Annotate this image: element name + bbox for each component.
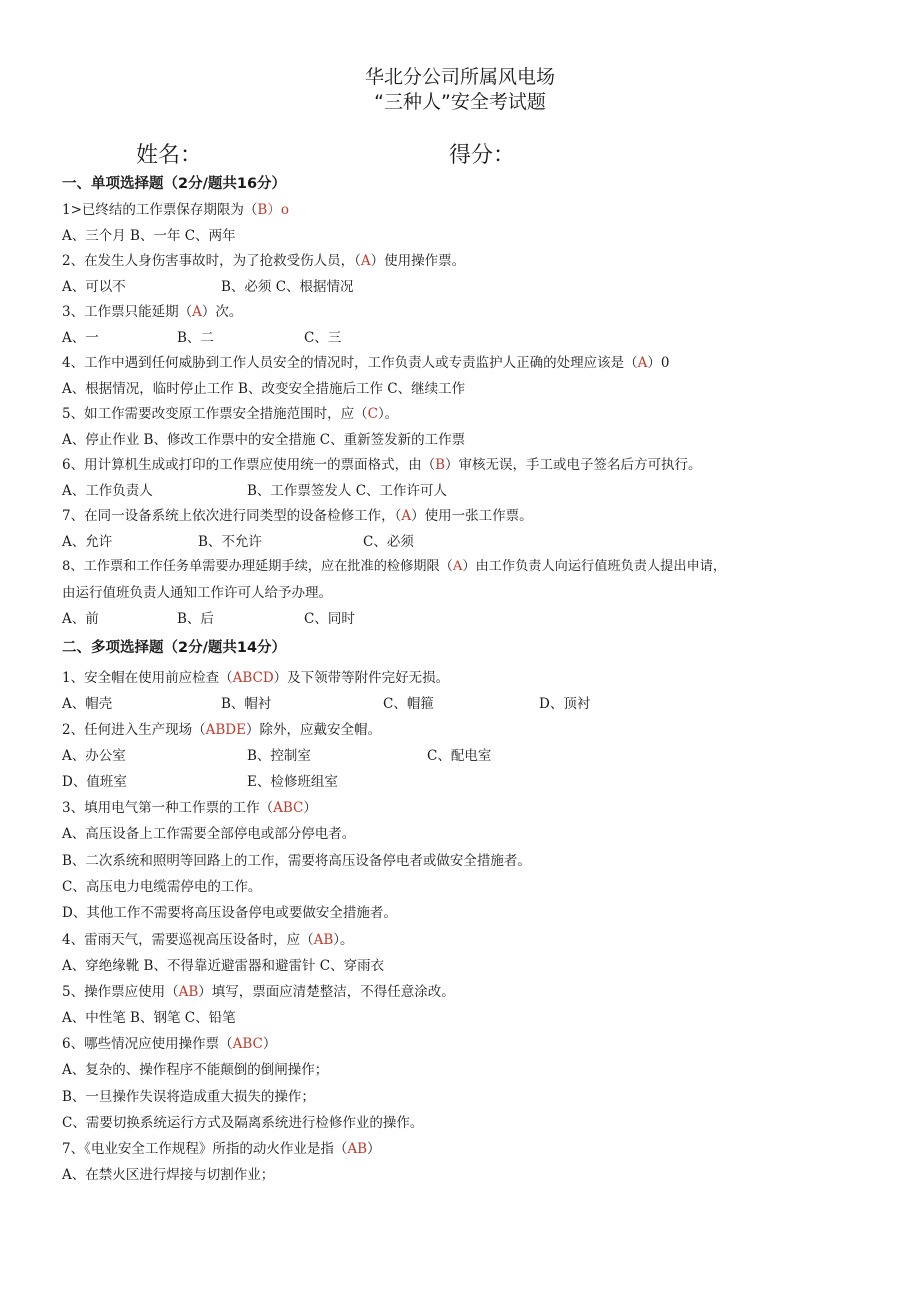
section1-heading: 一、单项选择题（2分/题共16分） <box>62 176 287 192</box>
question-text: 6、用计算机生成或打印的工作票应使用统一的票面格式，由（ <box>62 457 436 473</box>
question-text-tail: ）由工作负责人向运行值班负责人提出申请， <box>462 559 727 574</box>
question-text-tail: ）审核无误，手工或电子签名后方可执行。 <box>445 457 702 473</box>
question-text-tail: ） <box>262 1036 277 1052</box>
s2-q1-option-d: D、顶衬 <box>539 696 591 712</box>
answer-mark: AB <box>178 984 199 1000</box>
s1-q6-option-bc: B、工作票签发人 C、工作许可人 <box>247 483 448 499</box>
exam-title-line1: 华北分公司所属风电场 <box>364 66 555 88</box>
answer-mark: B <box>435 457 446 473</box>
s2-question-3 <box>62 796 317 816</box>
s2-q6-option-a: A、复杂的、操作程序不能颠倒的倒闸操作； <box>62 1062 329 1078</box>
s2-q3-option-c: C、高压电力电缆需停电的工作。 <box>62 879 262 895</box>
exam-title-line2: “三种人”安全考试题 <box>374 91 546 113</box>
answer-mark: A <box>637 355 648 371</box>
answer-mark: C <box>367 406 378 422</box>
question-text-tail: ）使用操作票。 <box>370 253 466 269</box>
s1-q8-option-a: A、前 <box>62 611 99 627</box>
question-text-tail: ） <box>303 800 317 816</box>
question-text: 8、工作票和工作任务单需要办理延期手续，应在批准的检修期限（ <box>62 559 453 574</box>
s2-question-7 <box>62 1137 381 1157</box>
question-text-tail: ）使用一张工作票。 <box>411 508 533 524</box>
answer-mark: ABC <box>273 800 304 816</box>
name-label: 姓名： <box>136 143 203 168</box>
question-text: 5、操作票应使用（ <box>62 984 179 1000</box>
s2-q2-option-c: C、配电室 <box>427 748 492 764</box>
s2-q2-option-e: E、检修班组室 <box>247 774 338 790</box>
question-text: 2、在发生人身伤害事故时，为了抢救受伤人员，（ <box>62 253 361 269</box>
s1-question-8 <box>62 555 726 574</box>
s2-q2-option-a: A、办公室 <box>62 748 126 764</box>
question-text: 6、哪些情况应使用操作票（ <box>62 1036 233 1052</box>
s1-q7-option-a: A、允许 <box>62 534 113 550</box>
s1-q2-option-bc: B、必须 C、根据情况 <box>221 279 354 295</box>
s2-q1-option-b: B、帽衬 <box>221 696 272 712</box>
s2-question-4 <box>62 928 354 948</box>
s2-q6-option-c: C、需要切换系统运行方式及隔离系统进行检修作业的操作。 <box>62 1115 424 1131</box>
answer-mark: A <box>192 304 202 320</box>
score-label: 得分： <box>449 143 516 168</box>
answer-mark: ABCD <box>232 670 274 686</box>
s1-q5-options: A、停止作业 B、修改工作票中的安全措施 C、重新签发新的工作票 <box>62 432 466 448</box>
answer-mark: B）o <box>257 202 289 218</box>
question-text-tail: ）。 <box>377 406 399 422</box>
question-text-tail: ）次。 <box>201 304 243 320</box>
question-text-tail: ）填写，票面应清楚整洁，不得任意涂改。 <box>198 984 455 1000</box>
question-text-tail: ）。 <box>333 932 354 948</box>
s1-question-4 <box>62 351 669 371</box>
s1-question-1 <box>62 198 289 218</box>
s2-q2-option-d: D、值班室 <box>62 774 127 790</box>
s1-question-6 <box>62 453 702 473</box>
s1-q3-option-a: A、一 <box>62 330 99 346</box>
s1-q1-options: A、三个月 B、一年 C、两年 <box>62 228 236 244</box>
answer-mark: ABC <box>232 1036 263 1052</box>
s2-q5-options: A、中性笔 B、钢笔 C、铅笔 <box>62 1010 236 1026</box>
question-text: 7、在同一设备系统上依次进行同类型的设备检修工作，（ <box>62 508 402 524</box>
s1-q2-option-a: A、可以不 <box>62 279 126 295</box>
s1-question-2 <box>62 249 465 269</box>
question-text: 2、任何进入生产现场（ <box>62 722 206 738</box>
question-text: 1、安全帽在使用前应检查（ <box>62 670 233 686</box>
s1-q7-option-b: B、不允许 <box>198 534 262 550</box>
question-text: 7、《电业安全工作规程》所指的动火作业是指（ <box>62 1141 348 1157</box>
s2-q4-options: A、穿绝缘靴 B、不得靠近避雷器和避雷针 C、穿雨衣 <box>62 958 385 974</box>
s2-q2-option-b: B、控制室 <box>247 748 311 764</box>
answer-mark: A <box>360 253 371 269</box>
answer-mark: A <box>452 559 463 574</box>
s2-q3-option-d: D、其他工作不需要将高压设备停电或要做安全措施者。 <box>62 905 397 921</box>
s1-q8-option-b: B、后 <box>177 611 214 627</box>
s2-q6-option-b: B、一旦操作失误将造成重大损失的操作； <box>62 1089 315 1105</box>
question-text: 4、雷雨天气，需要巡视高压设备时，应（ <box>62 932 314 948</box>
question-text-tail: ）及下领带等附件完好无损。 <box>273 670 450 686</box>
question-text-tail: ）0 <box>647 355 670 371</box>
s2-question-5 <box>62 980 455 1000</box>
question-text: 3、填用电气第一种工作票的工作（ <box>62 800 274 816</box>
s2-question-6 <box>62 1032 276 1052</box>
question-text: 3、工作票只能延期（ <box>62 304 193 320</box>
answer-mark: ABDE <box>205 722 246 738</box>
s1-q8-option-c: C、同时 <box>304 611 355 627</box>
s1-question-5 <box>62 402 398 422</box>
s2-question-2 <box>62 718 381 738</box>
answer-mark: AB <box>347 1141 368 1157</box>
s2-q3-option-b: B、二次系统和照明等回路上的工作，需要将高压设备停电者或做安全措施者。 <box>62 853 531 869</box>
s2-q1-option-c: C、帽箍 <box>383 696 434 712</box>
s1-q3-option-c: C、三 <box>304 330 342 346</box>
s1-q3-option-b: B、二 <box>177 330 214 346</box>
s1-q7-option-c: C、必须 <box>363 534 414 550</box>
question-text: 4、工作中遇到任何威胁到工作人员安全的情况时，工作负责人或专责监护人正确的处理应该是（ <box>62 355 638 371</box>
s1-q8-line2: 由运行值班负责人通知工作许可人给予办理。 <box>62 585 332 601</box>
answer-mark: AB <box>313 932 334 948</box>
s1-q6-option-a: A、工作负责人 <box>62 483 153 499</box>
s2-q3-option-a: A、高压设备上工作需要全部停电或部分停电者。 <box>62 826 356 842</box>
question-text: 5、如工作需要改变原工作票安全措施范围时，应（ <box>62 406 368 422</box>
s1-question-3 <box>62 300 242 320</box>
question-text-tail: ） <box>367 1141 381 1157</box>
answer-mark: A <box>401 508 412 524</box>
s2-q1-option-a: A、帽壳 <box>62 696 113 712</box>
s2-q7-option-a: A、在禁火区进行焊接与切割作业； <box>62 1167 275 1183</box>
s1-q4-options: A、根据情况，临时停止工作 B、改变安全措施后工作 C、继续工作 <box>62 381 466 397</box>
question-text: 1>已终结的工作票保存期限为（ <box>62 202 258 218</box>
s2-question-1 <box>62 666 449 686</box>
question-text-tail: ）除外，应戴安全帽。 <box>245 722 381 738</box>
s1-question-7 <box>62 504 533 524</box>
section2-heading: 二、多项选择题（2分/题共14分） <box>62 640 287 656</box>
